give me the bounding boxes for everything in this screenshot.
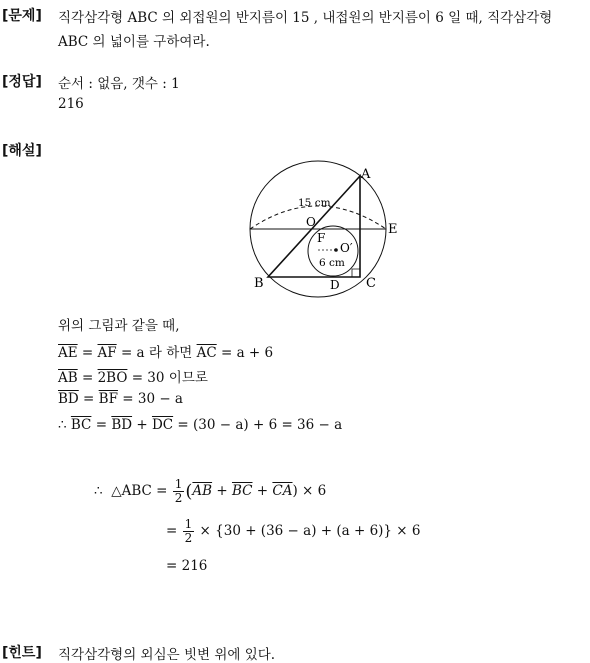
seg-ab-italic: $\overline{AB}$ — [192, 483, 213, 499]
seg-bc-italic: $\overline{BC}$ — [231, 483, 253, 499]
hint-text: 직각삼각형의 외심은 빗변 위에 있다. — [58, 647, 276, 663]
eq2-end: = 30 이므로 — [131, 370, 208, 386]
area-line1: ∴ △ABC = $\frac{1}{2}$ $(\overline{AB} + \overline{BC} + \overline{CA}) \times 6$ — [94, 477, 327, 505]
dashed-arc — [250, 206, 386, 229]
label-b: B — [254, 276, 264, 291]
solution-eq3: $\overline{BD} = \overline{BF} = 30 - a$ — [58, 391, 183, 407]
problem-label: [문제] — [2, 8, 42, 24]
eq3-end: = 30 − a — [122, 391, 183, 407]
seg-ca-italic: $\overline{CA}$ — [272, 483, 293, 499]
paren-close: ) × 6 — [292, 483, 327, 499]
seg-bc: $\overline{BC}$ — [70, 417, 92, 433]
solution-eq2: $\overline{AB} = 2BO = 30$ 이므로 — [58, 370, 208, 386]
label-d: D — [330, 278, 340, 292]
seg-ae: $\overline{AE}$ — [58, 345, 78, 361]
seg-ab: $\overline{AB}$ — [58, 370, 78, 386]
label-f: F — [317, 231, 326, 245]
answer-meta: 순서 : 없음, 갯수 : 1 — [58, 76, 180, 92]
problem-text-line1: 직각삼각형 ABC 의 외접원의 반지름이 15 , 내접원의 반지름이 6 일 때, 직각삼각형 — [58, 10, 553, 26]
eq1-mid: = a 라 하면 — [120, 345, 193, 361]
label-o-prime: O′ — [340, 241, 353, 255]
label-inner-radius: 6 cm — [319, 257, 345, 269]
label-c: C — [366, 276, 376, 291]
solution-label: [해설] — [2, 143, 42, 159]
problem-text-line2: ABC 의 넓이를 구하여라. — [58, 34, 210, 50]
area-line2: = $\frac{1}{2}$ × {30 + (36 − a) + (a + 6)} × 6 — [166, 517, 421, 545]
geometry-figure — [0, 0, 590, 320]
label-e: E — [388, 222, 398, 237]
solution-eq1: $\overline{AE} = \overline{AF} = a$ 라 하면 $\overline{AC} = a + 6$ — [58, 345, 274, 361]
therefore-symbol: ∴ — [58, 417, 67, 433]
solution-intro: 위의 그림과 같을 때, — [58, 318, 180, 334]
eq1-end: = a + 6 — [220, 345, 274, 361]
fraction-half: $\frac{1}{2}$ — [174, 477, 183, 505]
seg-af: $\overline{AF}$ — [97, 345, 117, 361]
area-lhs: △ABC = — [111, 483, 168, 499]
seg-bd: $\overline{BD}$ — [58, 391, 79, 407]
hint-label: [힌트] — [2, 645, 42, 661]
area-line2-rest: × {30 + (36 − a) + (a + 6)} × 6 — [199, 523, 421, 539]
seg-2bo: 2BO — [97, 370, 128, 386]
area-line3: = 216 — [166, 558, 208, 574]
solution-eq4: ∴ $\overline{BC} = \overline{BD} + \overline{DC} = (30 - a) + 6 = 36 - a$ — [58, 417, 343, 433]
right-angle-mark — [352, 269, 360, 277]
label-outer-radius: 15 cm — [298, 197, 331, 209]
label-o: O — [306, 215, 316, 229]
seg-bd-2: $\overline{BD}$ — [111, 417, 133, 433]
eq4-end: = (30 − a) + 6 = 36 − a — [177, 417, 343, 433]
label-a: A — [361, 167, 371, 182]
seg-ac: $\overline{AC}$ — [196, 345, 217, 361]
fraction-half-2: $\frac{1}{2}$ — [184, 517, 193, 545]
answer-value: 216 — [58, 96, 84, 112]
therefore-symbol-2: ∴ — [94, 483, 103, 499]
seg-bf: $\overline{BF}$ — [98, 391, 118, 407]
paren-open: ( — [185, 481, 193, 502]
seg-dc: $\overline{DC}$ — [151, 417, 174, 433]
answer-label: [정답] — [2, 74, 42, 90]
